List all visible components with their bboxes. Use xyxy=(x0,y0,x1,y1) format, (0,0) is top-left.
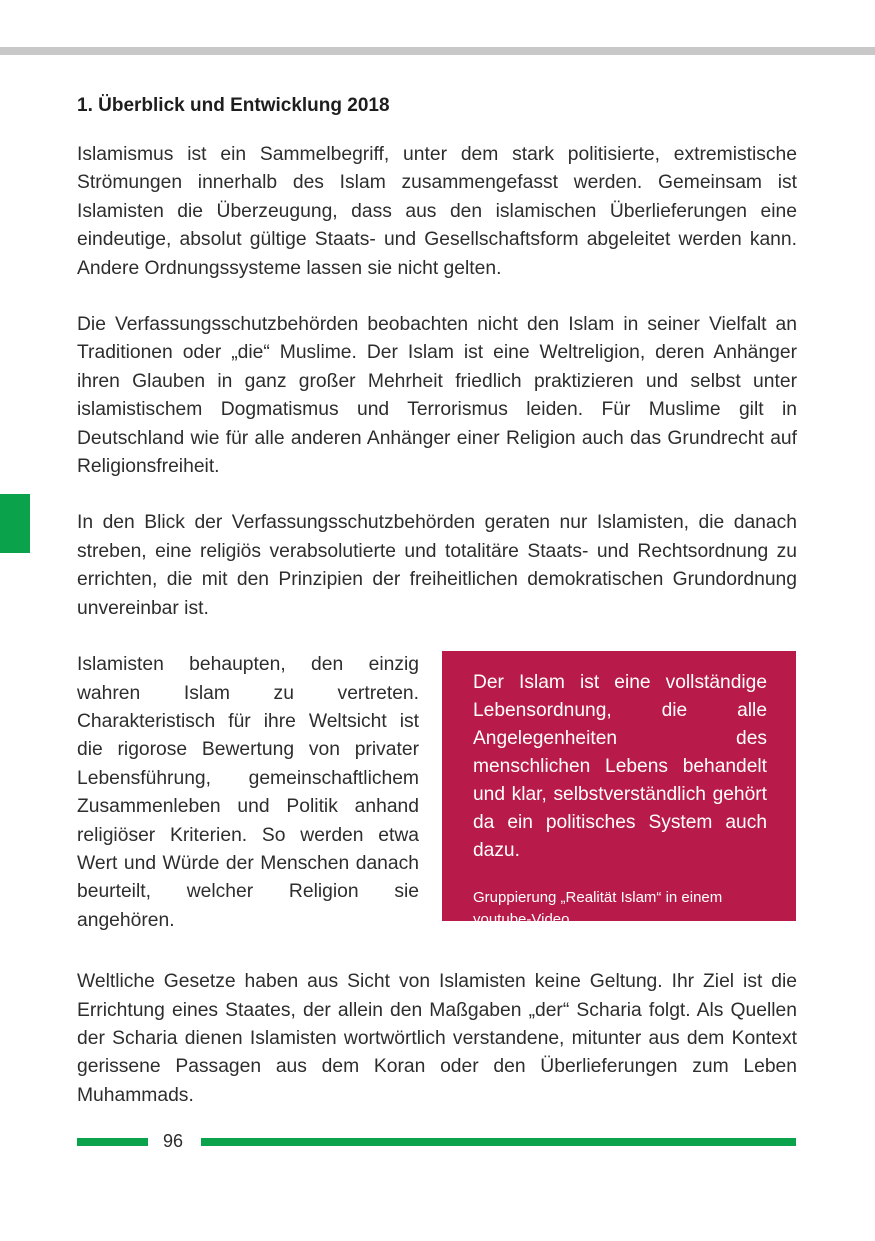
section-heading: 1. Überblick und Entwicklung 2018 xyxy=(77,95,390,116)
paragraph-2: Die Verfassungsschutzbehörden beobachten nicht den Islam in seiner Vielfalt an Traditionen oder „die“ Muslime. Der Islam ist eine Weltreligion, deren Anhänger ihren Glauben in ganz großer Mehrheit friedlich praktizieren und selbst unter islamistischem Dogmatismus und Terrorismus leiden. Für Muslime gilt in Deutschland wie für alle anderen Anhänger einer Religion auch das Grundrecht auf Religionsfreiheit. xyxy=(77,314,797,478)
paragraph-3: In den Blick der Verfassungsschutzbehörden geraten nur Islamisten, die danach streben, eine religiös verabsolutierte und totalitäre Staats- und Rechtsordnung zu errichten, die mit den Prinzipien der freiheitlichen demokratischen Grundordnung unvereinbar ist. xyxy=(77,512,797,619)
footer-bar-left xyxy=(77,1138,148,1146)
chapter-tab-marker xyxy=(0,494,30,553)
paragraph-4: Islamisten behaupten, den einzig wahren Islam zu vertreten. Charakteristisch für ihre Weltsicht ist die rigorose Bewertung von privater Lebensführung, gemeinschaftlichem Zusammenleben und Politik anhand religiöser Kriterien. So werden etwa Wert und Würde der Menschen danach beurteilt, welcher Religion sie angehören. xyxy=(77,654,419,931)
page-footer xyxy=(77,1128,797,1158)
quote-source: Gruppierung „Realität Islam“ in einem youtube-Video xyxy=(473,889,723,929)
paragraph-5: Weltliche Gesetze haben aus Sicht von Islamisten keine Geltung. Ihr Ziel ist die Errichtung eines Staates, der allein den Maßgaben „der“ Scharia folgt. Als Quellen der Scharia dienen Islamisten wortwörtlich verstandene, mitunter aus dem Kontext gerissene Passagen aus dem Koran oder den Überlieferungen zum Leben Muhammads. xyxy=(77,971,797,1106)
page-content xyxy=(77,92,797,1138)
quote-text: Der Islam ist eine vollständige Lebensordnung, die alle Angelegenheiten des menschlichen Lebens behandelt und klar, selbstverständlich gehört da ein politisches System auch dazu. xyxy=(473,672,767,862)
footer-bar-right xyxy=(201,1138,796,1146)
quote-box xyxy=(442,651,796,929)
quote-section xyxy=(77,651,797,937)
top-rule xyxy=(0,47,875,55)
paragraph-1: Islamismus ist ein Sammelbegriff, unter dem stark politisierte, extremistische Strömungen innerhalb des Islam zusammengefasst werden. Gemeinsam ist Islamisten die Überzeugung, dass aus den islamischen Überlieferungen eine eindeutige, absolut gültige Staats- und Gesellschaftsform abgeleitet werden kann. Andere Ordnungssysteme lassen sie nicht gelten. xyxy=(77,144,797,279)
page-number: 96 xyxy=(163,1131,184,1151)
